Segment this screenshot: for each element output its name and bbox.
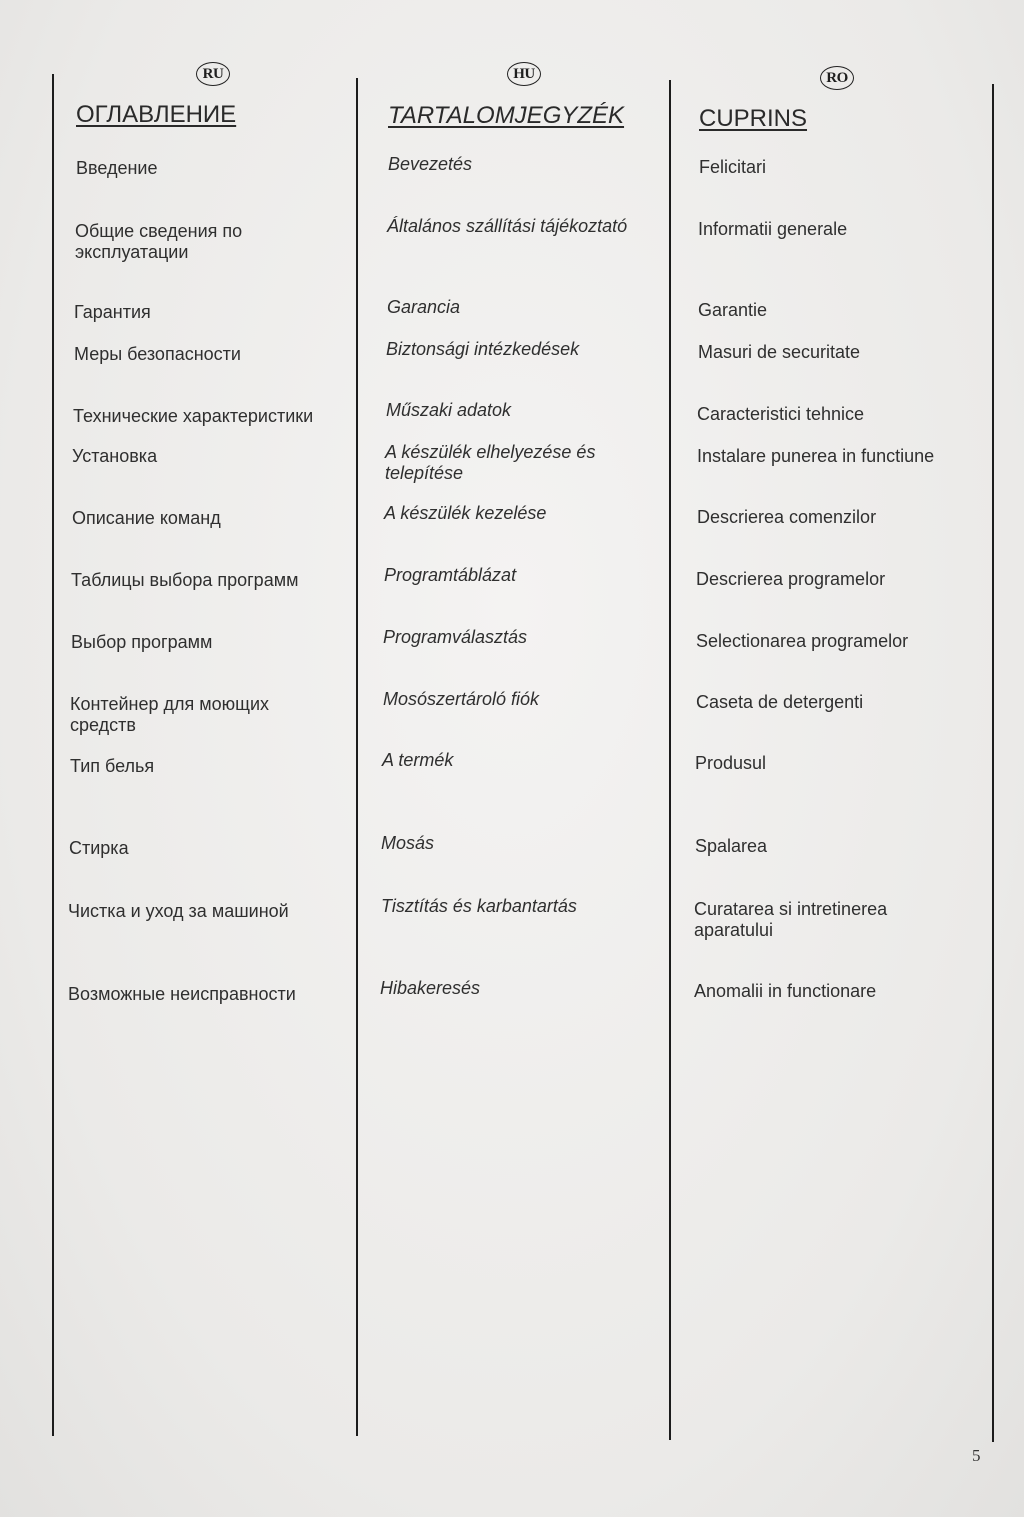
hu-item: Mosás	[381, 833, 435, 853]
ro-item: Descrierea programelor	[696, 569, 886, 589]
ro-item: Garantie	[698, 300, 768, 320]
hu-item: A készülék elhelyezése és telepítése	[385, 442, 596, 483]
hu-item: Programválasztás	[383, 627, 528, 647]
ro-language-badge: RO	[820, 66, 854, 90]
ru-item: Возможные неисправности	[68, 984, 296, 1004]
ro-heading: CUPRINS	[699, 105, 808, 132]
ro-item: Felicitari	[699, 157, 767, 177]
ru-item: Стирка	[69, 838, 129, 858]
ro-item: Curatarea si intretinerea aparatului	[694, 899, 888, 940]
ro-item: Masuri de securitate	[698, 342, 861, 362]
ru-item: Общие сведения по эксплуатации	[75, 221, 243, 262]
hu-item: A készülék kezelése	[384, 503, 547, 523]
ro-item: Descrierea comenzilor	[697, 507, 877, 527]
column-divider-left	[52, 74, 54, 1436]
hu-item: Hibakeresés	[380, 978, 481, 998]
ru-item: Меры безопасности	[74, 344, 241, 364]
hu-item: Garancia	[387, 297, 461, 317]
ru-item: Описание команд	[72, 508, 221, 528]
ro-item: Selectionarea programelor	[696, 631, 909, 651]
column-divider-middle-left	[356, 78, 358, 1436]
ru-item: Гарантия	[74, 302, 151, 322]
ru-item: Контейнер для моющих средств	[70, 694, 270, 735]
hu-item: Általános szállítási tájékoztató	[387, 216, 628, 236]
hu-item: Tisztítás és karbantartás	[381, 896, 577, 916]
hu-heading: TARTALOMJEGYZÉK	[388, 102, 625, 129]
ru-language-badge: RU	[196, 62, 230, 86]
ro-item: Instalare punerea in functiune	[697, 446, 935, 466]
hu-item: Bevezetés	[388, 154, 473, 174]
ru-item: Тип белья	[70, 756, 155, 776]
ru-item: Введение	[76, 158, 158, 178]
ru-heading: ОГЛАВЛЕНИЕ	[76, 101, 237, 128]
hu-language-badge: HU	[507, 62, 541, 86]
ro-item: Informatii generale	[698, 219, 848, 239]
column-divider-middle-right	[669, 80, 671, 1440]
hu-item: Műszaki adatok	[386, 400, 512, 420]
ro-item: Anomalii in functionare	[694, 981, 877, 1001]
hu-item: Programtáblázat	[384, 565, 517, 585]
ro-item: Produsul	[695, 753, 767, 773]
ru-item: Технические характеристики	[73, 406, 314, 426]
ro-item: Caracteristici tehnice	[697, 404, 865, 424]
column-divider-right	[992, 84, 994, 1442]
hu-item: A termék	[382, 750, 454, 770]
ro-item: Caseta de detergenti	[696, 692, 864, 712]
ru-item: Таблицы выбора программ	[71, 570, 299, 590]
ru-item: Выбор программ	[71, 632, 213, 652]
ru-item: Чистка и уход за машиной	[68, 901, 289, 921]
hu-item: Biztonsági intézkedések	[386, 339, 580, 359]
hu-item: Mosószertároló fiók	[383, 689, 540, 709]
ru-item: Установка	[72, 446, 158, 466]
page-number: 5	[972, 1446, 981, 1465]
ro-item: Spalarea	[695, 836, 768, 856]
